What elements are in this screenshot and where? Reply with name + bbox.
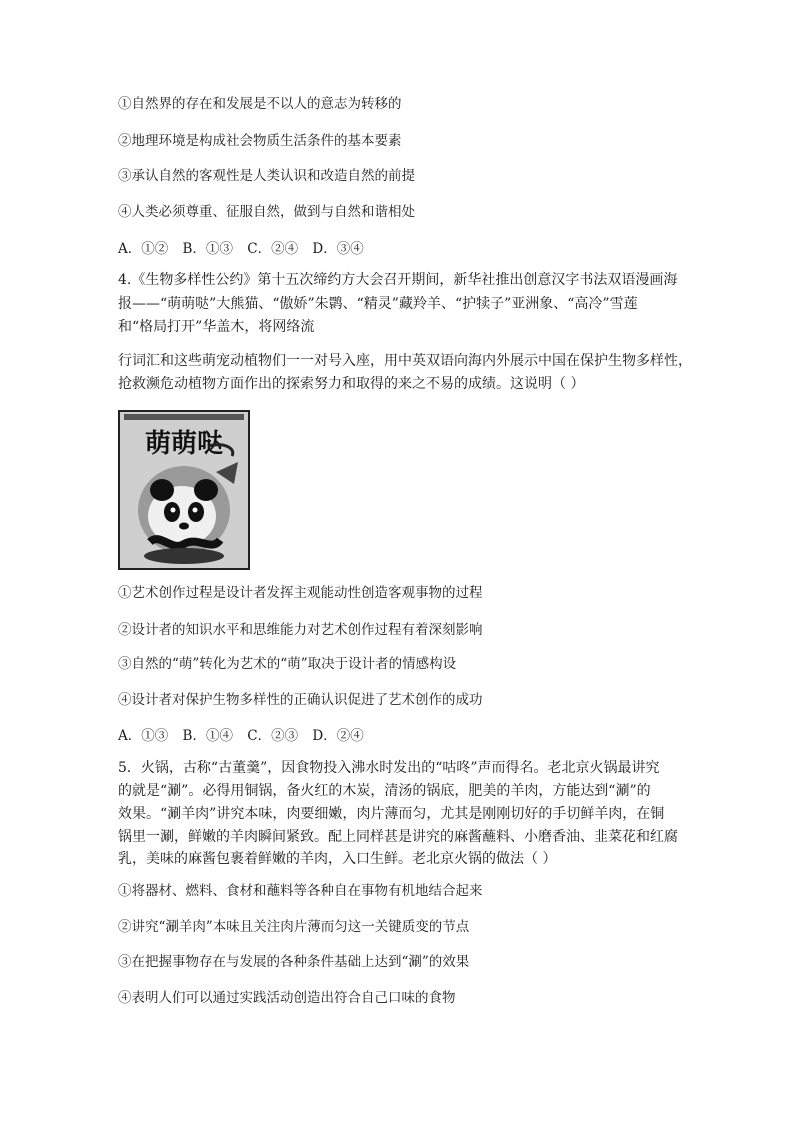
panda-poster-illustration	[120, 412, 248, 568]
q5-stem-line-3: 效果。“涮羊肉”讲究本味，肉要细嫩，肉片薄而匀，尤其是刚刚切好的手切鲜羊肉，在铜	[118, 806, 665, 822]
q4-option-c: C．②③	[247, 728, 299, 744]
q4-stem-line-4: 行词汇和这些萌宠动植物们一一对号入座，用中英双语向海内外展示中国在保护生物多样性，	[118, 353, 692, 369]
q5-statement-1: ①将器材、燃料、食材和蘸料等各种自在事物有机地结合起来	[118, 883, 483, 899]
q3-option-b: B．①③	[182, 241, 233, 257]
q4-option-b: B．①④	[182, 728, 233, 744]
q4-statement-3: ③自然的“萌”转化为艺术的“萌”取决于设计者的情感构设	[118, 656, 457, 672]
q5-statement-4: ④表明人们可以通过实践活动创造出符合自己口味的食物	[118, 990, 456, 1006]
q3-statement-4: ④人类必须尊重、征服自然，做到与自然和谐相处	[118, 204, 415, 220]
q4-statement-2: ②设计者的知识水平和思维能力对艺术创作过程有着深刻影响	[118, 622, 483, 638]
q4-option-d: D．②④	[312, 728, 364, 744]
q3-statement-2: ②地理环境是构成社会物质生活条件的基本要素	[118, 133, 402, 149]
q3-option-c: C．②④	[247, 241, 299, 257]
q4-stem-line-1: 4.《生物多样性公约》第十五次缔约方大会召开期间，新华社推出创意汉字书法双语漫画海	[118, 272, 678, 288]
q3-option-d: D．③④	[312, 241, 364, 257]
q3-statement-3: ③承认自然的客观性是人类认识和改造自然的前提	[118, 168, 415, 184]
q4-options	[118, 726, 374, 746]
q4-stem-line-2: 报——“萌萌哒”大熊猫、“傲娇”朱鹮、“精灵”藏羚羊、“护犊子”亚洲象、“高冷”雪莲	[118, 296, 638, 312]
q4-option-a: A．①③	[118, 728, 169, 744]
q4-statement-4: ④设计者对保护生物多样性的正确认识促进了艺术创作的成功	[118, 692, 483, 708]
poster-title: 萌萌哒	[144, 429, 224, 459]
q5-statement-3: ③在把握事物存在与发展的各种条件基础上达到“涮”的效果	[118, 954, 470, 970]
q5-stem-line-4: 锅里一涮，鲜嫩的羊肉瞬间紧致。配上同样甚是讲究的麻酱蘸料、小磨香油、韭菜花和红腐	[118, 829, 678, 845]
q3-option-a: A．①②	[118, 241, 169, 257]
q4-stem-line-3: 和“格局打开”华盖木，将网络流	[118, 319, 315, 335]
q5-statement-2: ②讲究“涮羊肉”本味且关注肉片薄而匀这一关键质变的节点	[118, 919, 470, 935]
q3-statement-1: ①自然界的存在和发展是不以人的意志为转移的	[118, 96, 402, 112]
q3-options	[118, 239, 374, 259]
q5-stem-line-2: 的就是“涮”。必得用铜锅，备火红的木炭，清汤的锅底，肥美的羊肉，方能达到“涮”的	[118, 783, 651, 799]
q4-stem-line-5: 抢救濒危动植物方面作出的探索努力和取得的来之不易的成绩。这说明（ ）	[118, 376, 585, 392]
q4-statement-1: ①艺术创作过程是设计者发挥主观能动性创造客观事物的过程	[118, 585, 483, 601]
panda-poster-image	[118, 410, 250, 570]
q5-stem-line-5: 乳，美味的麻酱包裹着鲜嫩的羊肉，入口生鲜。老北京火锅的做法（ ）	[118, 851, 557, 867]
q5-stem-line-1: 5．火锅，古称“古董羹”，因食物投入沸水时发出的“咕咚”声而得名。老北京火锅最讲究	[118, 760, 660, 776]
